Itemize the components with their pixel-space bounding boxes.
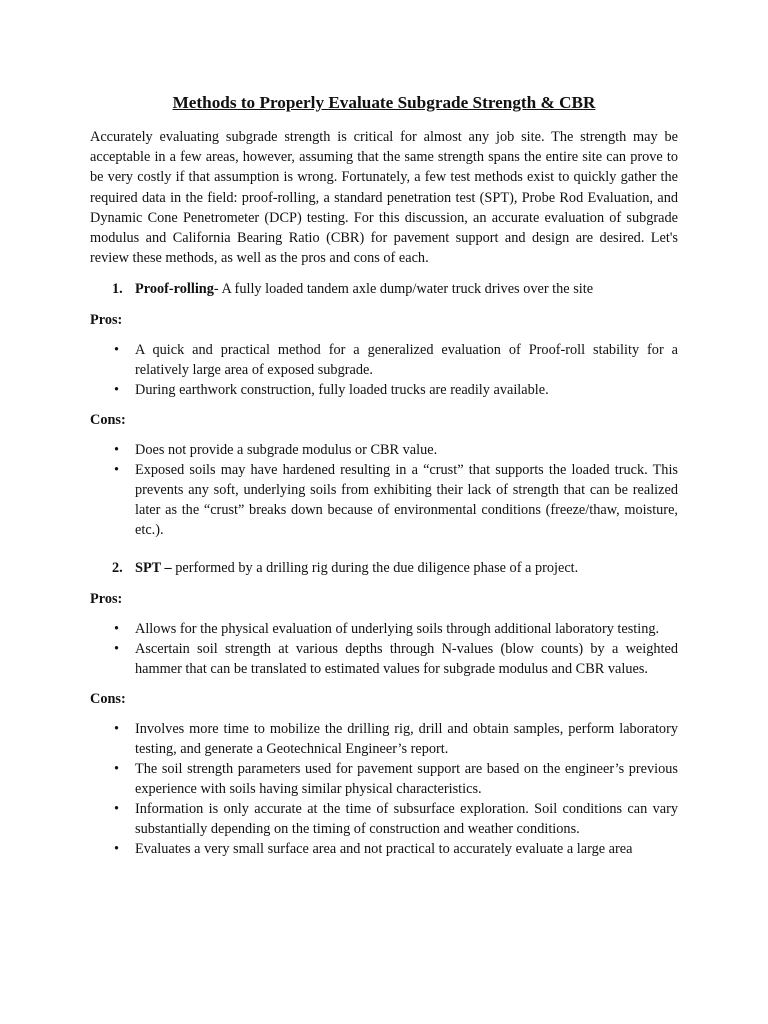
bullet-icon: • xyxy=(114,761,120,778)
list-item xyxy=(90,340,678,380)
list-item xyxy=(90,839,678,859)
method-heading xyxy=(90,279,678,299)
intro-paragraph: Accurately evaluating subgrade strength is critical for almost any job site. The strength may be acceptable in a few areas, however, assuming that the same strength spans the entire site can prove to be very costly if that assumption is wrong. Fortunately, a few test methods exist to quickly gather the required data in the field: proof-rolling, a standard penetration test (SPT), Probe Rod Evaluation, and Dynamic Cone Penetrometer (DCP) testing. For this discussion, an accurate evaluation of subgrade modulus and California Bearing Ratio (CBR) for pavement support and design are desired. Let's review these methods, as well as the pros and cons of each. xyxy=(90,129,678,267)
method-section-spt xyxy=(90,558,678,859)
list-item xyxy=(90,460,678,540)
bullet-icon: • xyxy=(114,342,120,359)
method-number: 1. xyxy=(112,281,123,298)
bullet-icon: • xyxy=(114,641,120,658)
list-item xyxy=(90,759,678,799)
bullet-icon: • xyxy=(114,841,120,858)
bullet-icon: • xyxy=(114,462,120,479)
list-item-text: Exposed soils may have hardened resulting in a “crust” that supports the loaded truck. This prevents any soft, underlying soils from exhibiting their lack of strength that can be realized later as the “crust” breaks down because of environmental conditions (freeze/thaw, moisture, etc.). xyxy=(135,462,678,539)
list-item-text: A quick and practical method for a generalized evaluation of Proof-roll stability for a relatively large area of exposed subgrade. xyxy=(135,342,678,379)
list-item xyxy=(90,619,678,639)
list-item xyxy=(90,440,678,460)
list-item-text: Involves more time to mobilize the drilling rig, drill and obtain samples, perform laboratory testing, and generate a Geotechnical Engineer’s report. xyxy=(135,721,678,758)
bullet-icon: • xyxy=(114,621,120,638)
document-page xyxy=(90,92,678,859)
list-item-text: The soil strength parameters used for pavement support are based on the engineer’s previous experience with soils having similar physical characteristics. xyxy=(135,761,678,798)
list-item-text: Evaluates a very small surface area and not practical to accurately evaluate a large area xyxy=(135,841,633,858)
list-item-text: Does not provide a subgrade modulus or CBR value. xyxy=(135,442,438,459)
bullet-icon: • xyxy=(114,442,120,459)
list-item xyxy=(90,380,678,400)
list-item-text: Information is only accurate at the time of subsurface exploration. Soil conditions can vary substantially depending on the timing of construction and weather conditions. xyxy=(135,801,678,838)
method-description: performed by a drilling rig during the due diligence phase of a project. xyxy=(171,560,579,577)
pros-list xyxy=(90,619,678,679)
cons-label: Cons: xyxy=(90,412,126,429)
pros-list xyxy=(90,340,678,400)
bullet-icon: • xyxy=(114,801,120,818)
cons-list xyxy=(90,719,678,859)
pros-label: Pros: xyxy=(90,312,123,329)
method-heading xyxy=(90,558,678,578)
list-item-text: Ascertain soil strength at various depths through N-values (blow counts) by a weighted hammer that can be translated to estimated values for subgrade modulus and CBR values. xyxy=(135,641,678,678)
cons-list xyxy=(90,440,678,540)
list-item xyxy=(90,799,678,839)
list-item-text: Allows for the physical evaluation of underlying soils through additional laboratory testing. xyxy=(135,621,660,638)
pros-label: Pros: xyxy=(90,591,123,608)
method-term: SPT – xyxy=(135,560,172,577)
list-item-text: During earthwork construction, fully loaded trucks are readily available. xyxy=(135,382,549,399)
list-item xyxy=(90,719,678,759)
method-section-proof-rolling xyxy=(90,279,678,540)
bullet-icon: • xyxy=(114,382,120,399)
list-item xyxy=(90,639,678,679)
method-number: 2. xyxy=(112,560,123,577)
cons-label: Cons: xyxy=(90,691,126,708)
bullet-icon: • xyxy=(114,721,120,738)
document-title: Methods to Properly Evaluate Subgrade Strength & CBR xyxy=(172,93,596,112)
method-term: Proof-rolling xyxy=(135,281,214,298)
method-description: - A fully loaded tandem axle dump/water truck drives over the site xyxy=(213,281,594,298)
